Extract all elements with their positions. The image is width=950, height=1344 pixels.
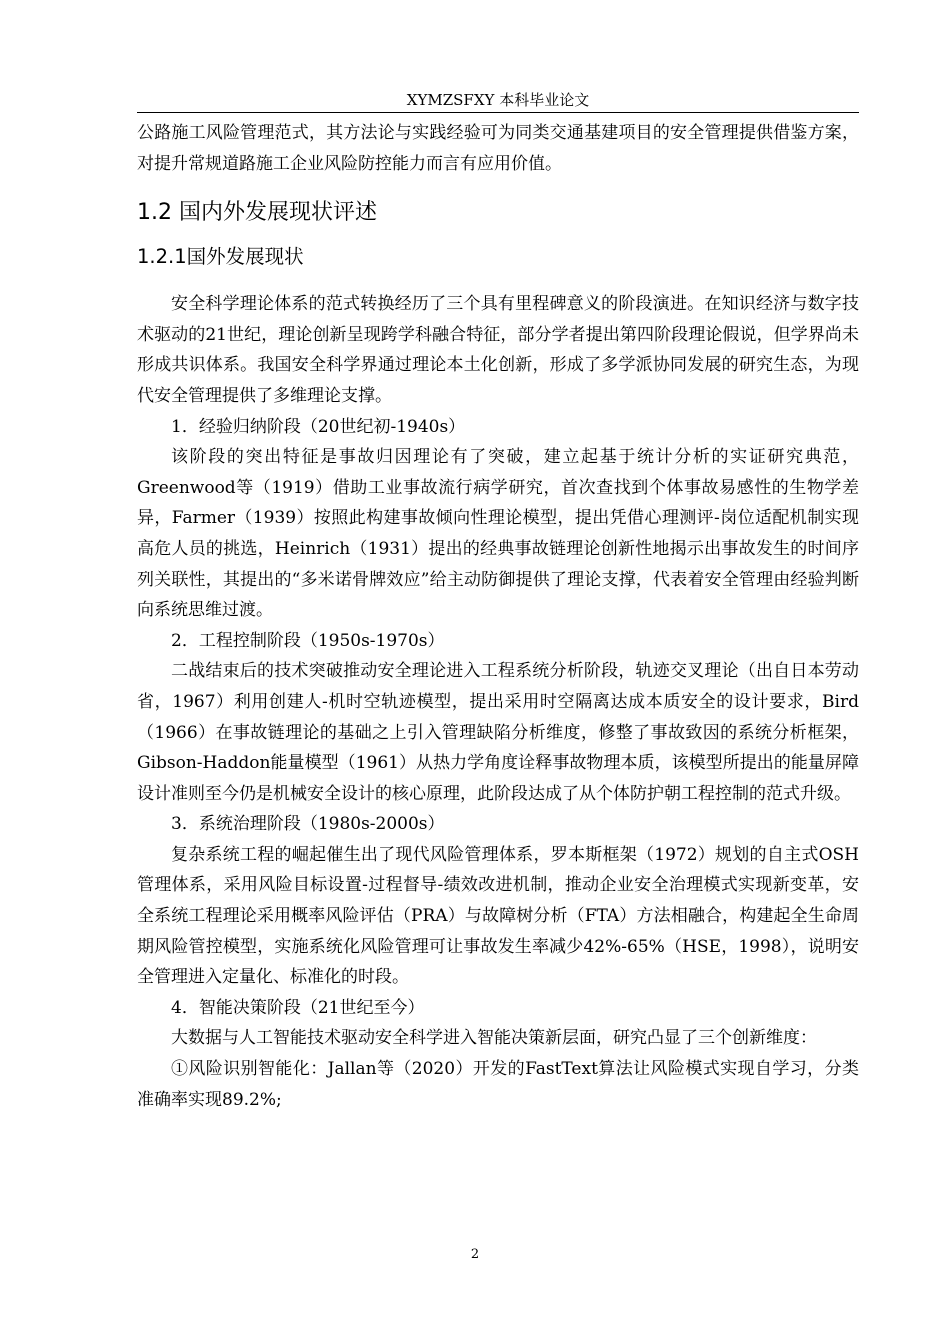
- paragraph: 二战结束后的技术突破推动安全理论进入工程系统分析阶段，轨迹交叉理论（出自日本劳动省，1967）利用创建人-机时空轨迹模型，提出采用时空隔离达成本质安全的设计要求，Bird（1966）在事故链理论的基础之上引入管理缺陷分析维度，修整了事故致因的系统分析框架，Gibson-Haddon能量模型（1961）从热力学角度诠释事故物理本质，该模型所提出的能量屏障设计准则至今仍是机械安全设计的核心原理，此阶段达成了从个体防护朝工程控制的范式升级。: [137, 661, 859, 804]
- paragraph: 大数据与人工智能技术驱动安全科学进入智能决策新层面，研究凸显了三个创新维度：: [171, 1028, 817, 1049]
- stage-heading: 3．系统治理阶段（1980s-2000s）: [171, 814, 445, 835]
- paragraph: 安全科学理论体系的范式转换经历了三个具有里程碑意义的阶段演进。在知识经济与数字技术驱动的21世纪，理论创新呈现跨学科融合特征，部分学者提出第四阶段理论假说，但学界尚未形成共识体系。我国安全科学界通过理论本土化创新，形成了多学派协同发展的研究生态，为现代安全管理提供了多维理论支撑。: [137, 294, 859, 406]
- stage-heading: 2．工程控制阶段（1950s-1970s）: [171, 630, 445, 651]
- running-header: XYMZSFXY 本科毕业论文: [406, 91, 590, 109]
- intro-paragraph: 公路施工风险管理范式，其方法论与实践经验可为同类交通基建项目的安全管理提供借鉴方案，对提升常规道路施工企业风险防控能力而言有应用价值。: [137, 123, 859, 174]
- header-divider: [137, 112, 859, 113]
- stage-heading: 4．智能决策阶段（21世纪至今）: [171, 997, 425, 1018]
- list-item: ①风险识别智能化：Jallan等（2020）开发的FastText算法让风险模式实现自学习，分类准确率实现89.2%;: [137, 1059, 859, 1110]
- stage-heading: 1．经验归纳阶段（20世纪初-1940s）: [171, 416, 466, 437]
- subsection-heading: 1.2.1国外发展现状: [137, 245, 304, 269]
- paragraph: 复杂系统工程的崛起催生出了现代风险管理体系，罗本斯框架（1972）规划的自主式OSH管理体系，采用风险目标设置-过程督导-绩效改进机制，推动企业安全治理模式实现新变革，安全系统工程理论采用概率风险评估（PRA）与故障树分析（FTA）方法相融合，构建起全生命周期风险管控模型，实施系统化风险管理可让事故发生率减少42%-65%（HSE，1998），说明安全管理进入定量化、标准化的时段。: [137, 844, 859, 988]
- page-number: 2: [470, 1247, 480, 1262]
- section-heading: 1.2 国内外发展现状评述: [137, 200, 377, 226]
- paragraph: 该阶段的突出特征是事故归因理论有了突破，建立起基于统计分析的实证研究典范，Greenwood等（1919）借助工业事故流行病学研究，首次查找到个体事故易感性的生物学差异，Farmer（1939）按照此构建事故倾向性理论模型，提出凭借心理测评-岗位适配机制实现高危人员的挑选，Heinrich（1931）提出的经典事故链理论创新性地揭示出事故发生的时间序列关联性，其提出的“多米诺骨牌效应”给主动防御提供了理论支撑，代表着安全管理由经验判断向系统思维过渡。: [137, 447, 859, 621]
- page-body: [137, 118, 859, 1115]
